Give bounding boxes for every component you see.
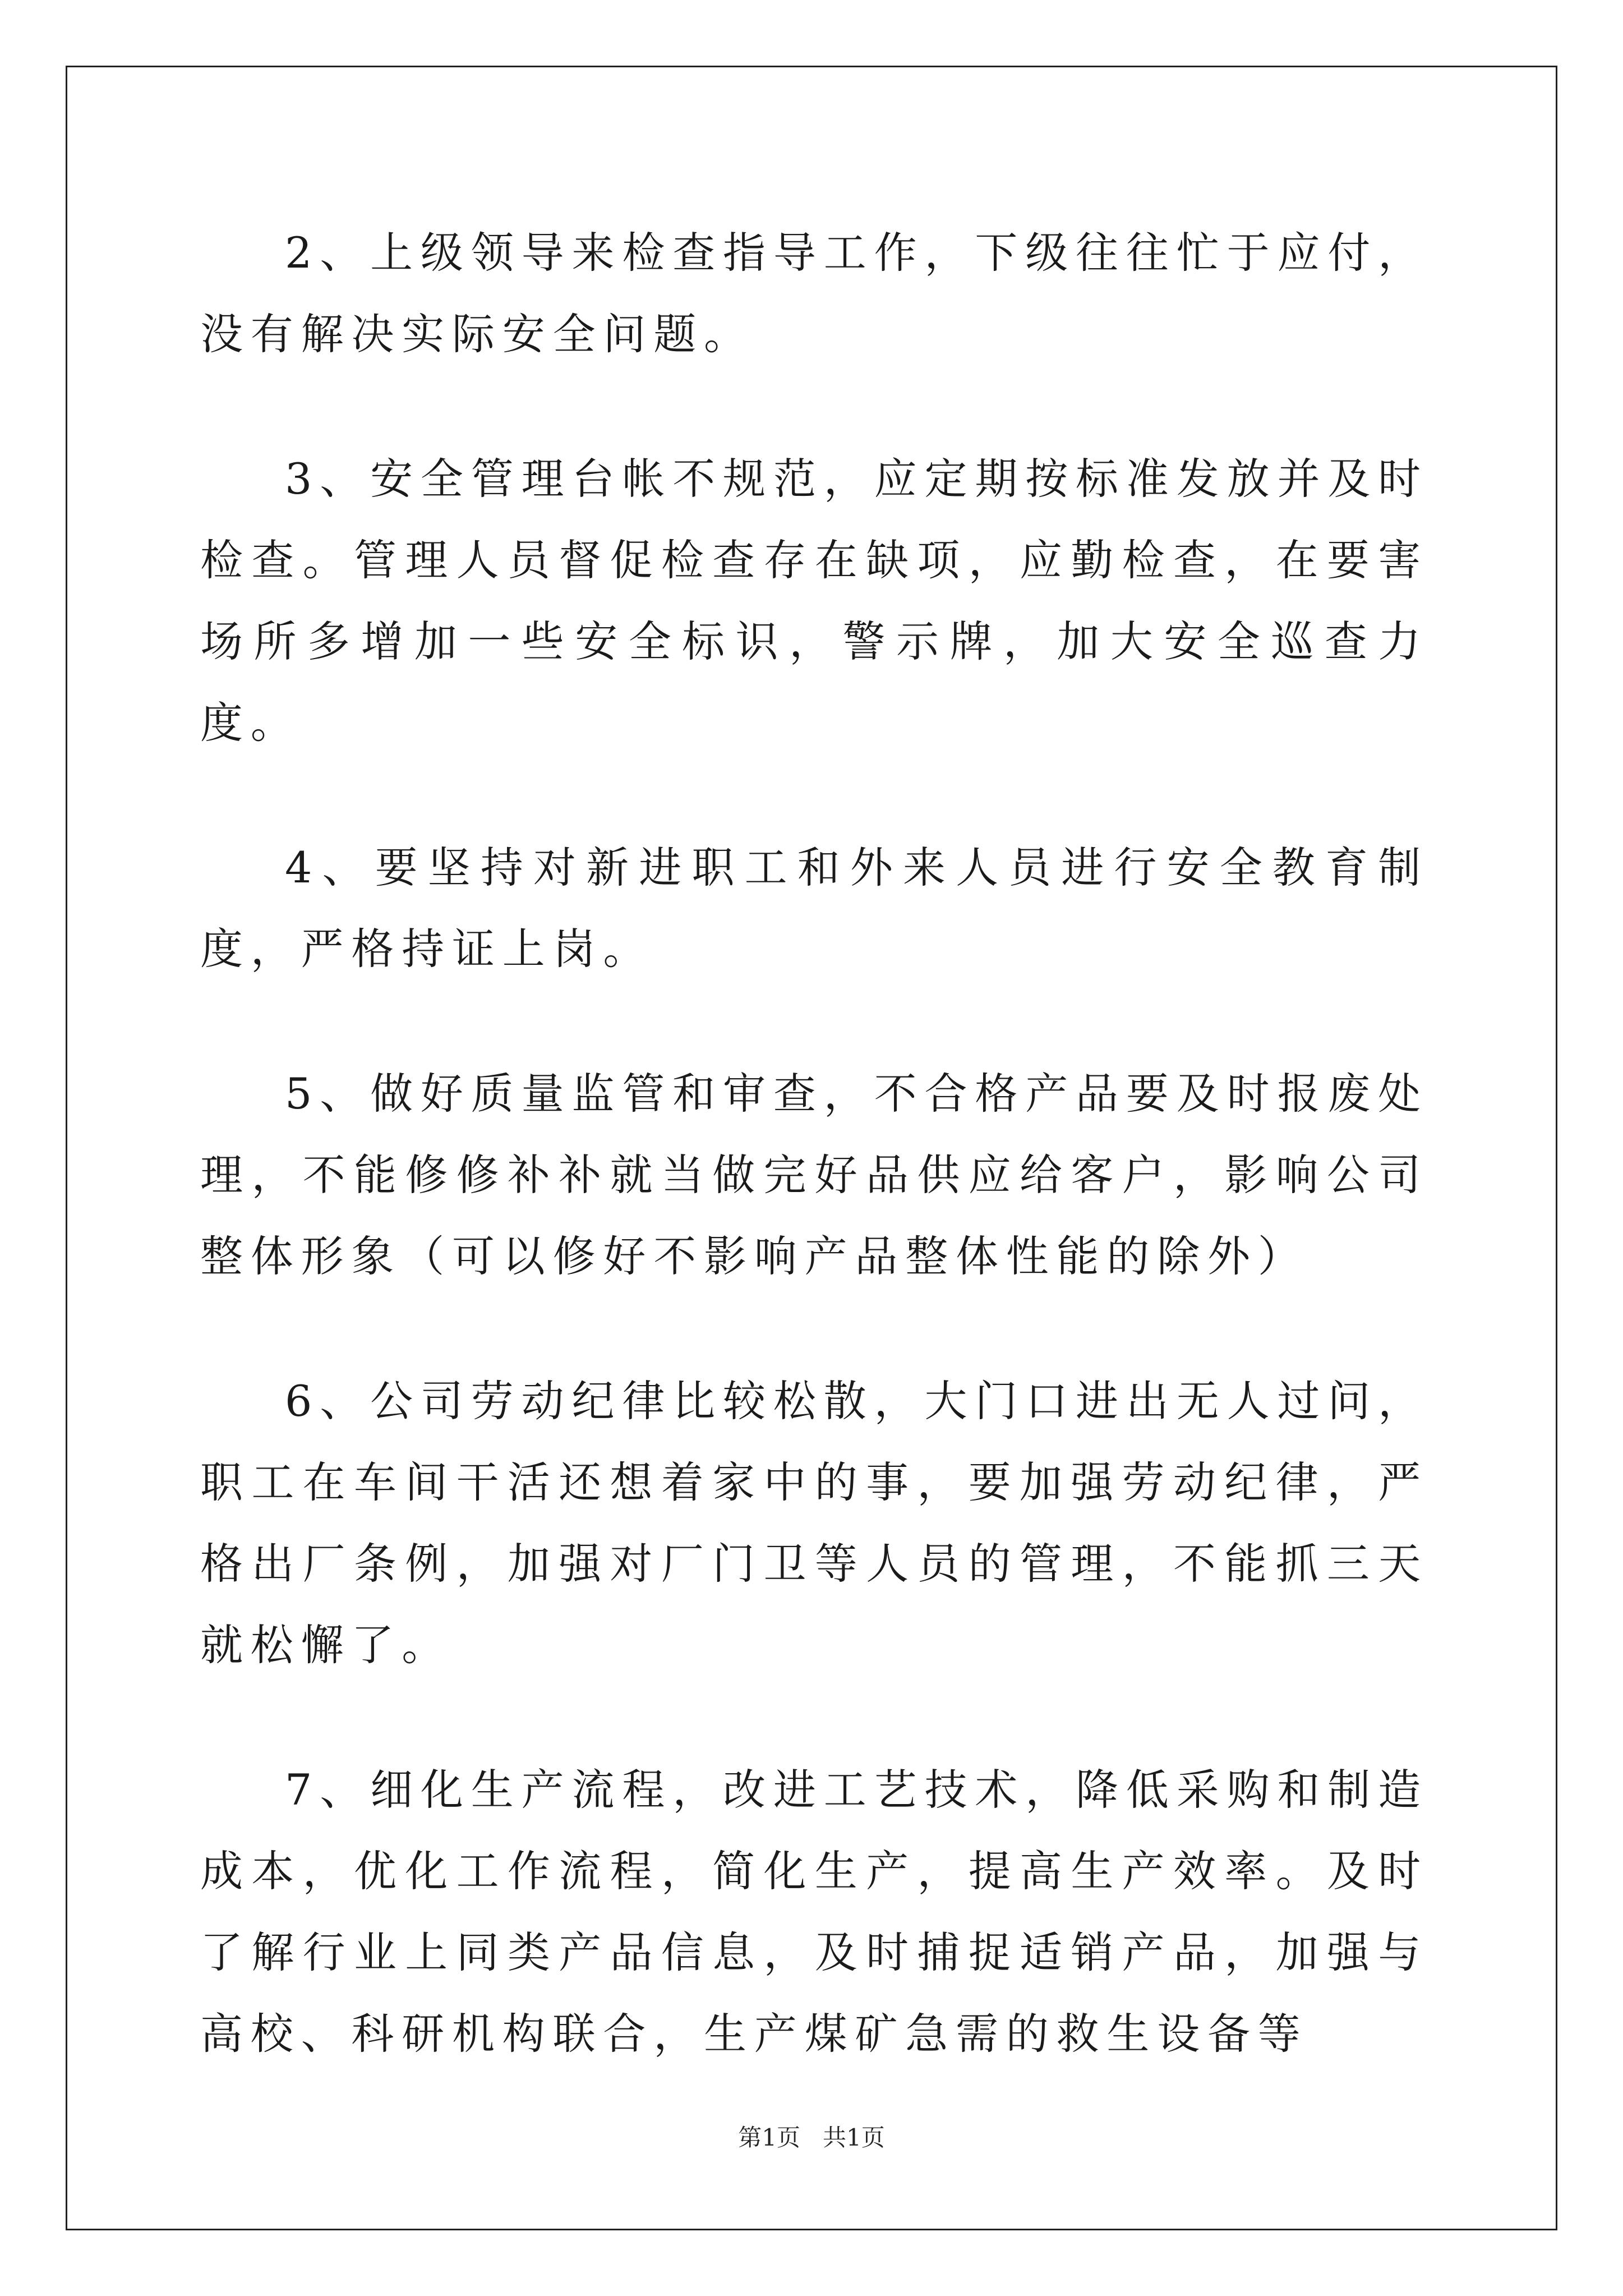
paragraph-item-3: 3、安全管理台帐不规范，应定期按标准发放并及时检查。管理人员督促检查存在缺项，应勤检查，在要害场所多增加一些安全标识，警示牌，加大安全巡查力度。 [200, 454, 1428, 748]
paragraph-item-4: 4、要坚持对新进职工和外来人员进行安全教育制度，严格持证上岗。 [200, 843, 1428, 974]
paragraph-item-7: 7、细化生产流程，改进工艺技术，降低采购和制造成本，优化工作流程，简化生产，提高生产效率。及时了解行业上同类产品信息，及时捕捉适销产品，加强与高校、科研机构联合，生产煤矿急需的救生设备等 [200, 1765, 1428, 2059]
document-body [200, 212, 1428, 2074]
paragraph-item-2: 2、上级领导来检查指导工作，下级往往忙于应付，没有解决实际安全问题。 [200, 228, 1428, 359]
paragraph-item-6: 6、公司劳动纪律比较松散，大门口进出无人过问，职工在车间干活还想着家中的事，要加强劳动纪律，严格出厂条例，加强对厂门卫等人员的管理，不能抓三天就松懈了。 [200, 1376, 1428, 1670]
page-number-footer: 第1页 共1页 [738, 2124, 885, 2151]
paragraph-item-5: 5、做好质量监管和审查，不合格产品要及时报废处理，不能修修补补就当做完好品供应给客户，影响公司整体形象（可以修好不影响产品整体性能的除外） [200, 1069, 1428, 1281]
